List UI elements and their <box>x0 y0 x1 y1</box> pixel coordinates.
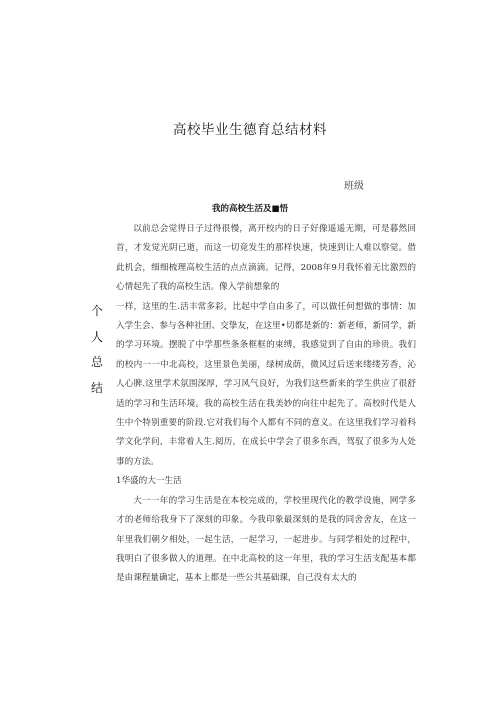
side-label-char: 个 <box>90 304 103 318</box>
document-title: 高校毕业生德育总结材料 <box>173 122 327 138</box>
side-label-char: 人 <box>90 329 103 344</box>
paragraph: 一样，这里的生.活丰常多彩，比起中学自由多了，可以做任何想做的事情：加入学生会、参与各种社团、交挚友，在这里•切都是新的：新老师，新同学，新的学习环境。摆脱了中学那些条条框框的束缚，我感觉到了自由的珍贵。我们的校内一一中北高校，这里景色美丽，绿树成荫，微风过后送来缕缕芳香，沁人心脾.这里学术氛围深厚，学习风气良好，为我们这些新来的学生供应了很舒适的学习和生活环境。我的高校生活在我美妙的向往中起先了。高校时代是人生中个特别重要的阶段.它对我们每个人都有不同的意义。在这里我们学习着科学文化学问，丰常着人生.阅历，在成长中学会了很多东西，驾驭了很多为人处事的方法。 <box>116 301 416 467</box>
side-label-char: 结 <box>90 380 103 395</box>
paragraph: 大一一年的学习生活是在本校完成的，学校里现代化的教学设施，网学多才的老师给我身下了深刻的印象。今我印象最深刻的是我的同舍舍友，在这一年里我们朝夕相处，一起生活，一起学习，一起进步。与同学相处的过程中，我明白了很多做人的道理。在中北高校的这一年里，我的学习生活支配基本都是由课程量确定，基本上都是一些公共基础课，自己没有太大的 <box>116 495 416 584</box>
class-label: 班级 <box>344 181 364 192</box>
side-label-vertical <box>90 299 104 401</box>
paragraph: 以前总会觉得日子过得很慢，离开校内的日子好像遥遥无期，可是暮然回首，才发觉光阴已逝，而这一切竟发生的那样快速，快速到让人难以察觉。借此机会，细细梳理高校生活的点点滴滴。记得，2008年9月我怀着无比激烈的心情起先了我的高校生活。像入学前想象的 <box>116 224 416 293</box>
body-text <box>116 220 416 589</box>
side-label-char: 总 <box>90 355 103 369</box>
section-heading: 1华盛的大一生活 <box>116 476 182 487</box>
section-subtitle: 我的高校生活及■悟 <box>211 204 289 214</box>
